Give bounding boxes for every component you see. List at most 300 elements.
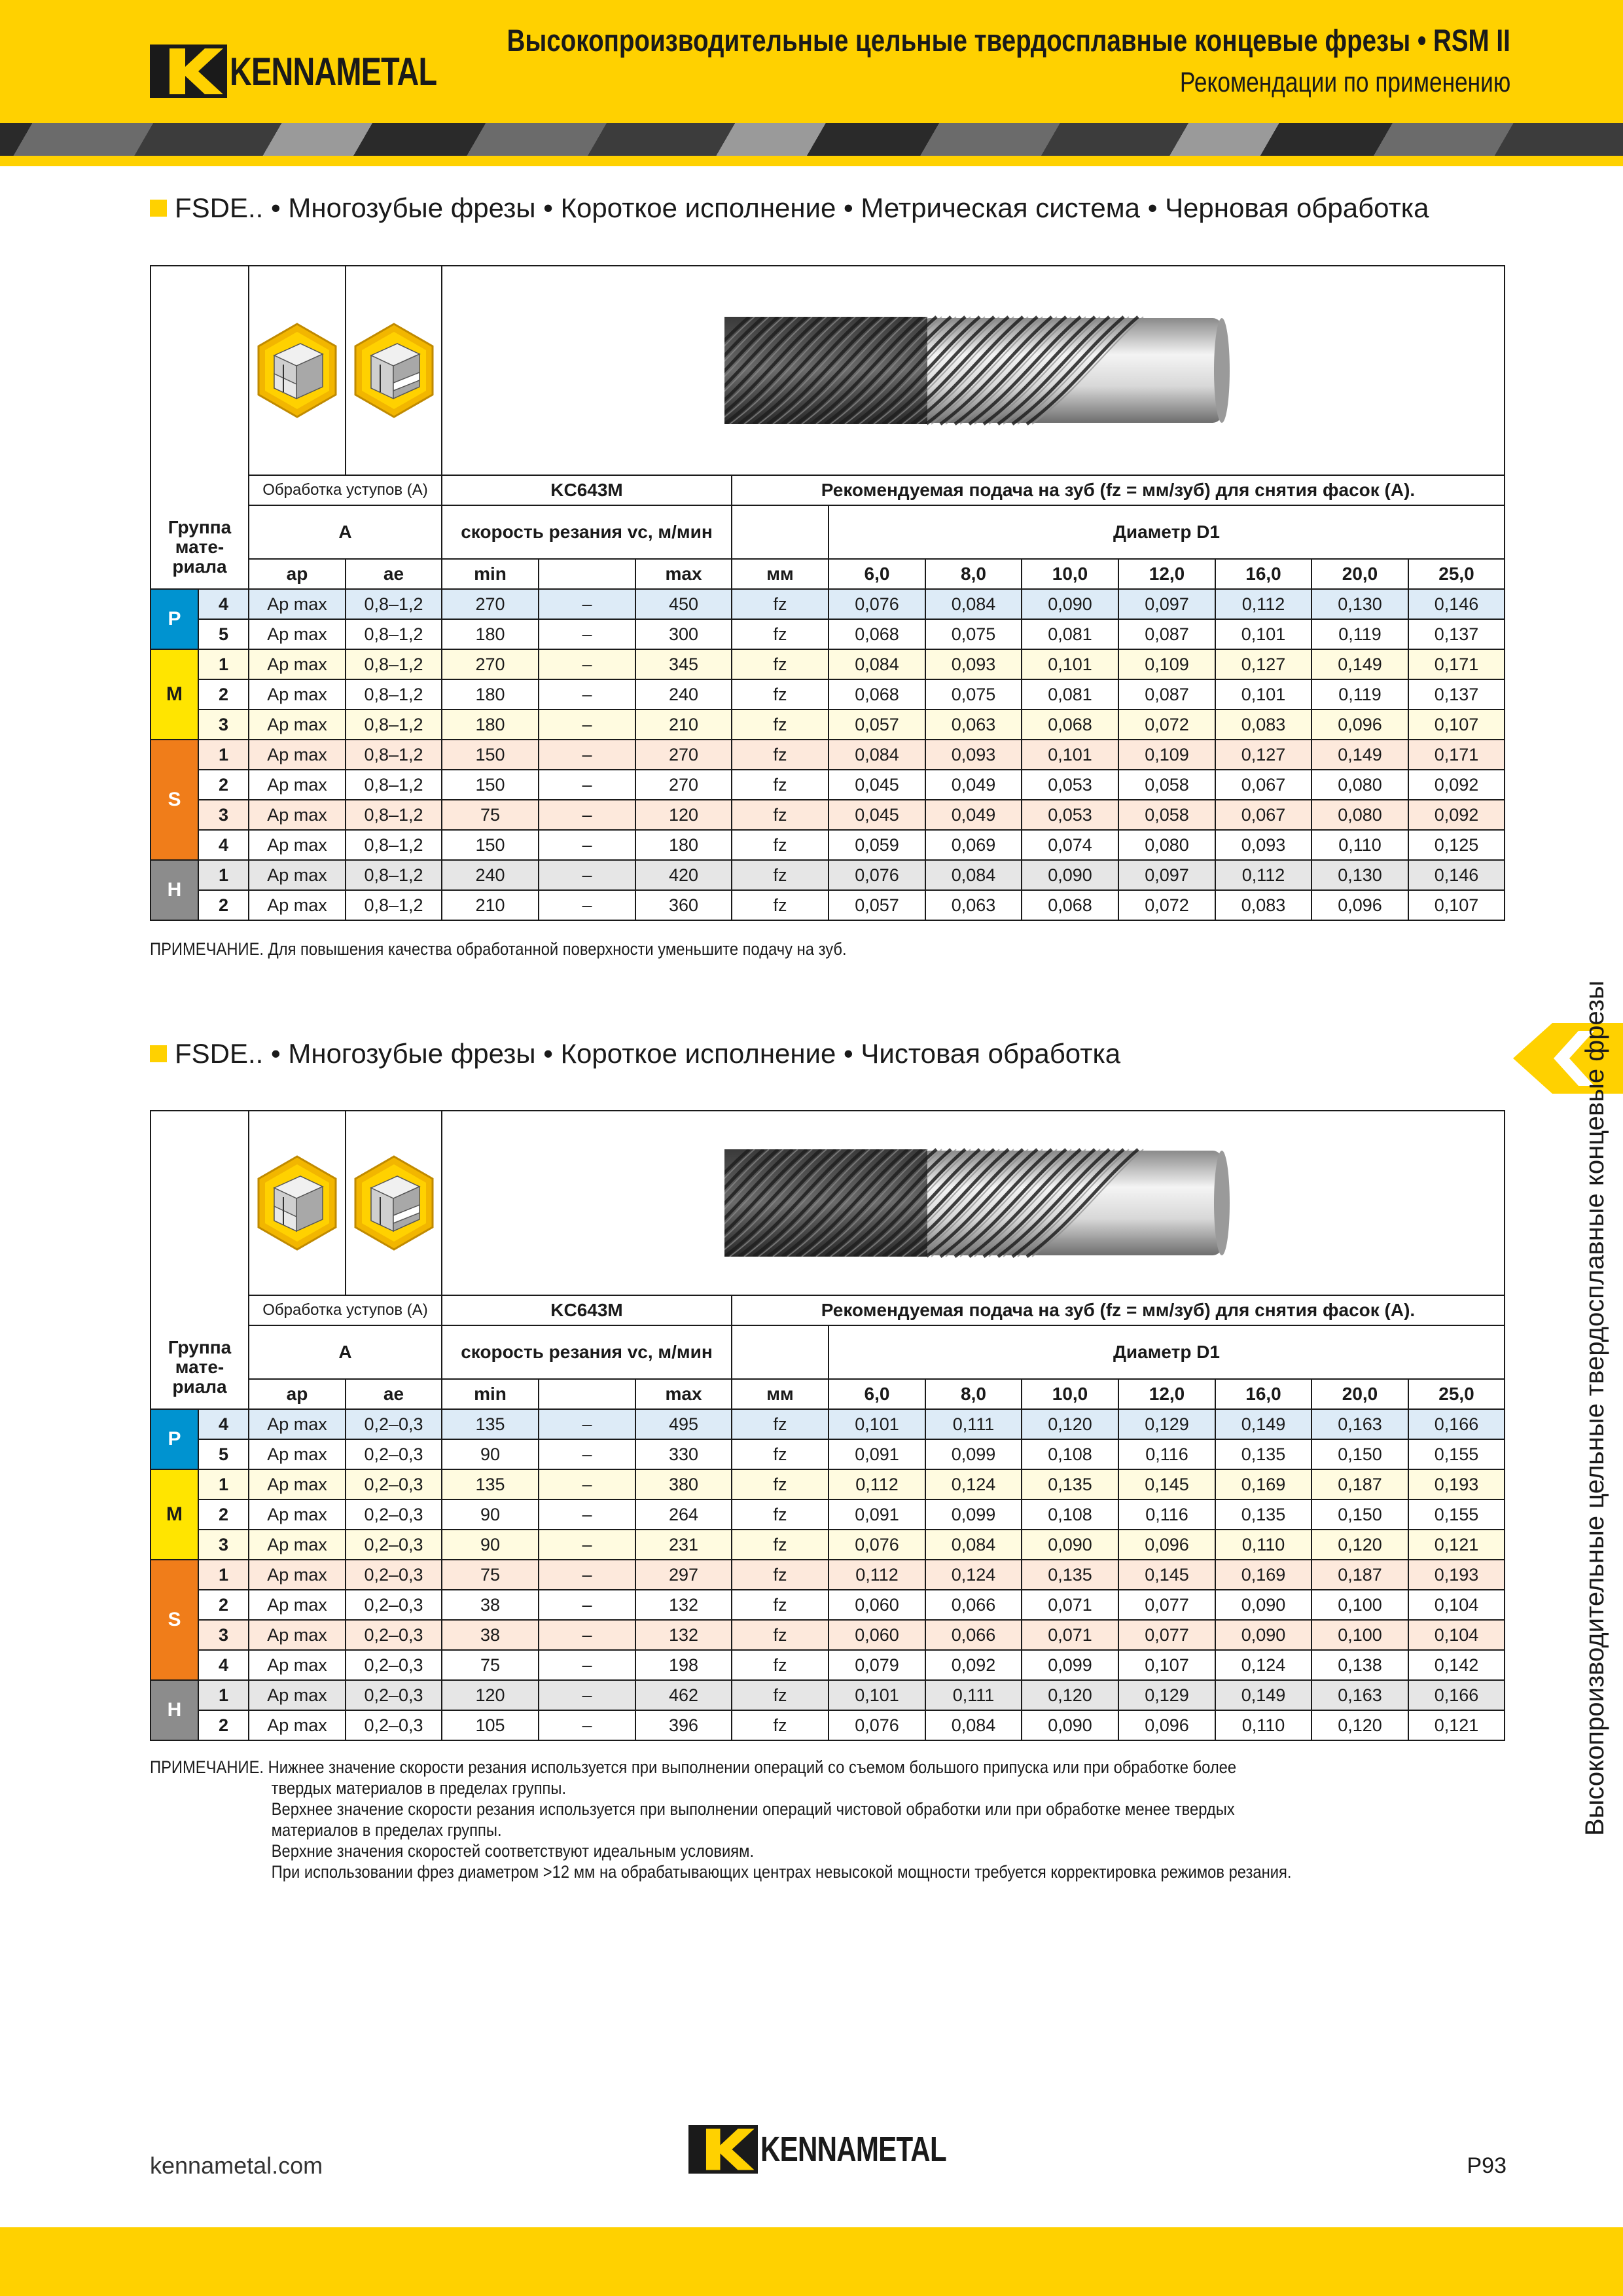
feed-value: 0,109 <box>1118 649 1215 679</box>
feed-value: 0,111 <box>925 1409 1022 1439</box>
range-dash: – <box>539 1499 635 1530</box>
table-row <box>151 1530 1505 1560</box>
col-diameter: 25,0 <box>1408 559 1505 589</box>
feed-value: 0,120 <box>1022 1409 1118 1439</box>
ap-value: Ap max <box>249 1590 346 1620</box>
feed-value: 0,193 <box>1408 1560 1505 1590</box>
fz-label: fz <box>732 649 829 679</box>
vc-min: 150 <box>442 740 539 770</box>
feed-value: 0,084 <box>925 589 1022 619</box>
section2-title-text: FSDE.. • Многозубые фрезы • Короткое исполнение • Чистовая обработка <box>175 1038 1121 1069</box>
ae-value: 0,2–0,3 <box>346 1590 442 1620</box>
ae-value: 0,8–1,2 <box>346 860 442 890</box>
vc-min: 135 <box>442 1469 539 1499</box>
col-max: max <box>635 559 732 589</box>
a-label: A <box>249 505 442 559</box>
fz-label: fz <box>732 1620 829 1650</box>
table-row <box>151 649 1505 679</box>
feed-value: 0,149 <box>1311 740 1408 770</box>
vc-min: 75 <box>442 800 539 830</box>
subgroup-number: 5 <box>198 1439 249 1469</box>
ap-value: Ap max <box>249 709 346 740</box>
feed-value: 0,093 <box>925 649 1022 679</box>
vc-max: 396 <box>635 1710 732 1740</box>
ap-value: Ap max <box>249 1530 346 1560</box>
table-row <box>151 890 1505 920</box>
vc-max: 132 <box>635 1620 732 1650</box>
header-stripe-band <box>0 123 1623 156</box>
table-row <box>151 619 1505 649</box>
col-ap: ap <box>249 559 346 589</box>
ap-value: Ap max <box>249 1650 346 1680</box>
feed-value: 0,066 <box>925 1590 1022 1620</box>
vc-min: 210 <box>442 890 539 920</box>
ap-value: Ap max <box>249 860 346 890</box>
feed-value: 0,129 <box>1118 1409 1215 1439</box>
feed-value: 0,121 <box>1408 1530 1505 1560</box>
col-ae: ae <box>346 559 442 589</box>
feed-value: 0,099 <box>1022 1650 1118 1680</box>
ap-value: Ap max <box>249 740 346 770</box>
range-dash: – <box>539 890 635 920</box>
vc-max: 380 <box>635 1469 732 1499</box>
subgroup-number: 4 <box>198 589 249 619</box>
feed-value: 0,068 <box>1022 890 1118 920</box>
bullet-square-icon <box>150 200 167 217</box>
page-title: Высокопроизводительные цельные твердосплавные концевые фрезы • RSM II <box>507 23 1510 58</box>
feed-value: 0,080 <box>1118 830 1215 860</box>
range-dash: – <box>539 589 635 619</box>
ap-value: Ap max <box>249 619 346 649</box>
feed-value: 0,057 <box>829 890 925 920</box>
feed-value: 0,049 <box>925 800 1022 830</box>
feed-value: 0,155 <box>1408 1499 1505 1530</box>
range-dash: – <box>539 740 635 770</box>
feed-value: 0,091 <box>829 1499 925 1530</box>
subgroup-number: 2 <box>198 1590 249 1620</box>
feed-value: 0,107 <box>1408 709 1505 740</box>
material-group-badge: H <box>151 1680 198 1740</box>
note-line: ПРИМЕЧАНИЕ. Нижнее значение скорости резания используется при выполнении операций со съемом большого припуска или при обработке более <box>150 1757 1237 1777</box>
feed-value: 0,187 <box>1311 1560 1408 1590</box>
ae-value: 0,8–1,2 <box>346 890 442 920</box>
feed-value: 0,090 <box>1215 1620 1311 1650</box>
subgroup-number: 4 <box>198 830 249 860</box>
vc-min: 90 <box>442 1499 539 1530</box>
ae-value: 0,2–0,3 <box>346 1499 442 1530</box>
feed-value: 0,171 <box>1408 649 1505 679</box>
feed-value: 0,068 <box>829 619 925 649</box>
note-line: При использовании фрез диаметром >12 мм на обрабатывающих центрах невысокой мощности требуется корректировка режимов резания. <box>271 1862 1292 1882</box>
subgroup-number: 1 <box>198 740 249 770</box>
feed-value: 0,101 <box>1022 649 1118 679</box>
subgroup-number: 2 <box>198 1499 249 1530</box>
feed-value: 0,142 <box>1408 1650 1505 1680</box>
feed-value: 0,071 <box>1022 1590 1118 1620</box>
vc-max: 297 <box>635 1560 732 1590</box>
feed-value: 0,045 <box>829 800 925 830</box>
page-subtitle: Рекомендации по применению <box>1179 67 1510 98</box>
feed-value: 0,096 <box>1311 709 1408 740</box>
feed-value: 0,053 <box>1022 770 1118 800</box>
column-header-row <box>151 559 1505 589</box>
fz-label: fz <box>732 800 829 830</box>
feed-value: 0,101 <box>1022 740 1118 770</box>
subgroup-number: 3 <box>198 800 249 830</box>
vc-max: 300 <box>635 619 732 649</box>
feed-value: 0,045 <box>829 770 925 800</box>
feed-value: 0,058 <box>1118 770 1215 800</box>
ap-value: Ap max <box>249 890 346 920</box>
shoulder-ops-label: Обработка уступов (A) <box>249 1295 442 1325</box>
subgroup-number: 3 <box>198 709 249 740</box>
section2-table <box>150 1110 1505 1741</box>
range-dash: – <box>539 679 635 709</box>
header-yellow-rule <box>0 156 1623 166</box>
slot-milling-icon <box>351 321 437 420</box>
feed-value: 0,087 <box>1118 619 1215 649</box>
slot-icon-cell <box>346 1111 442 1295</box>
ae-value: 0,8–1,2 <box>346 589 442 619</box>
feed-value: 0,067 <box>1215 770 1311 800</box>
feed-value: 0,077 <box>1118 1620 1215 1650</box>
feed-value: 0,096 <box>1118 1710 1215 1740</box>
feed-value: 0,127 <box>1215 740 1311 770</box>
vc-max: 120 <box>635 800 732 830</box>
subgroup-number: 4 <box>198 1409 249 1439</box>
vc-min: 150 <box>442 830 539 860</box>
vc-max: 345 <box>635 649 732 679</box>
ap-value: Ap max <box>249 679 346 709</box>
fz-label: fz <box>732 1590 829 1620</box>
vc-max: 450 <box>635 589 732 619</box>
feed-value: 0,107 <box>1118 1650 1215 1680</box>
end-mill-tool-image <box>679 312 1268 429</box>
image-row <box>151 266 1505 475</box>
ae-value: 0,8–1,2 <box>346 740 442 770</box>
feed-value: 0,124 <box>925 1560 1022 1590</box>
vc-max: 270 <box>635 740 732 770</box>
feed-value: 0,137 <box>1408 679 1505 709</box>
col-diameter: 16,0 <box>1215 559 1311 589</box>
footer-yellow-bar <box>0 2227 1623 2296</box>
feed-value: 0,149 <box>1311 649 1408 679</box>
feed-value: 0,083 <box>1215 709 1311 740</box>
feed-value: 0,127 <box>1215 649 1311 679</box>
feed-value: 0,060 <box>829 1620 925 1650</box>
ae-value: 0,8–1,2 <box>346 770 442 800</box>
col-diameter: 20,0 <box>1311 1379 1408 1409</box>
table-row <box>151 1560 1505 1590</box>
feed-value: 0,120 <box>1022 1680 1118 1710</box>
feed-value: 0,092 <box>925 1650 1022 1680</box>
material-group-label <box>151 505 249 589</box>
feed-value: 0,075 <box>925 679 1022 709</box>
col-diameter: 6,0 <box>829 559 925 589</box>
feed-value: 0,059 <box>829 830 925 860</box>
feed-value: 0,104 <box>1408 1620 1505 1650</box>
feed-value: 0,104 <box>1408 1590 1505 1620</box>
shoulder-milling-icon <box>255 321 340 420</box>
vc-min: 270 <box>442 589 539 619</box>
range-dash: – <box>539 709 635 740</box>
feed-value: 0,084 <box>925 860 1022 890</box>
range-dash: – <box>539 1560 635 1590</box>
feed-value: 0,135 <box>1022 1469 1118 1499</box>
feed-value: 0,145 <box>1118 1560 1215 1590</box>
feed-value: 0,129 <box>1118 1680 1215 1710</box>
feed-value: 0,163 <box>1311 1680 1408 1710</box>
feed-value: 0,112 <box>1215 860 1311 890</box>
section1-table <box>150 265 1505 921</box>
feed-value: 0,083 <box>1215 890 1311 920</box>
ae-value: 0,8–1,2 <box>346 830 442 860</box>
feed-value: 0,100 <box>1311 1620 1408 1650</box>
vc-max: 231 <box>635 1530 732 1560</box>
brand-wordmark: KENNAMETAL <box>230 49 437 94</box>
col-diameter: 8,0 <box>925 559 1022 589</box>
kennametal-k-icon <box>150 45 227 98</box>
ap-value: Ap max <box>249 1499 346 1530</box>
fz-label: fz <box>732 619 829 649</box>
kennametal-k-icon <box>688 2125 758 2174</box>
col-diameter: 25,0 <box>1408 1379 1505 1409</box>
fz-label: fz <box>732 1560 829 1590</box>
feed-value: 0,075 <box>925 619 1022 649</box>
vc-min: 75 <box>442 1650 539 1680</box>
feed-value: 0,099 <box>925 1439 1022 1469</box>
shoulder-icon-cell <box>249 1111 346 1295</box>
feed-value: 0,084 <box>829 740 925 770</box>
fz-label: fz <box>732 1530 829 1560</box>
feed-value: 0,101 <box>1215 619 1311 649</box>
ap-value: Ap max <box>249 800 346 830</box>
ae-value: 0,2–0,3 <box>346 1620 442 1650</box>
range-dash: – <box>539 1650 635 1680</box>
subgroup-number: 1 <box>198 860 249 890</box>
range-dash: – <box>539 1469 635 1499</box>
subgroup-number: 2 <box>198 679 249 709</box>
feed-value: 0,090 <box>1022 1530 1118 1560</box>
speed-label: скорость резания vc, м/мин <box>442 1325 732 1379</box>
label-row <box>151 1295 1505 1325</box>
vc-min: 180 <box>442 619 539 649</box>
feed-value: 0,110 <box>1215 1710 1311 1740</box>
fz-label: fz <box>732 1680 829 1710</box>
col-dash <box>539 559 635 589</box>
feed-value: 0,112 <box>1215 589 1311 619</box>
vc-min: 90 <box>442 1530 539 1560</box>
feed-value: 0,155 <box>1408 1439 1505 1469</box>
feed-value: 0,119 <box>1311 619 1408 649</box>
feed-value: 0,120 <box>1311 1710 1408 1740</box>
feed-value: 0,084 <box>925 1710 1022 1740</box>
bullet-square-icon <box>150 1045 167 1062</box>
feed-value: 0,135 <box>1022 1560 1118 1590</box>
material-group-badge: H <box>151 860 198 920</box>
ae-value: 0,8–1,2 <box>346 619 442 649</box>
feed-value: 0,149 <box>1215 1409 1311 1439</box>
ae-value: 0,2–0,3 <box>346 1439 442 1469</box>
feed-value: 0,135 <box>1215 1439 1311 1469</box>
range-dash: – <box>539 1620 635 1650</box>
feed-value: 0,093 <box>925 740 1022 770</box>
range-dash: – <box>539 1439 635 1469</box>
feed-value: 0,076 <box>829 1530 925 1560</box>
col-diameter: 10,0 <box>1022 1379 1118 1409</box>
ap-value: Ap max <box>249 1469 346 1499</box>
vc-min: 240 <box>442 860 539 890</box>
grade-label: KC643M <box>442 1295 732 1325</box>
diameter-label: Диаметр D1 <box>829 1325 1505 1379</box>
ae-value: 0,8–1,2 <box>346 679 442 709</box>
feed-value: 0,069 <box>925 830 1022 860</box>
subgroup-number: 3 <box>198 1530 249 1560</box>
material-group-label-text: Группа мате-риала <box>168 1336 232 1397</box>
section2-title <box>150 1038 1120 1069</box>
ap-value: Ap max <box>249 770 346 800</box>
feed-value: 0,111 <box>925 1680 1022 1710</box>
table-row <box>151 740 1505 770</box>
feed-value: 0,091 <box>829 1439 925 1469</box>
note-line: ПРИМЕЧАНИЕ. Для повышения качества обработанной поверхности уменьшите подачу на зуб. <box>150 939 847 959</box>
col-diameter: 8,0 <box>925 1379 1022 1409</box>
ae-value: 0,8–1,2 <box>346 800 442 830</box>
vc-min: 75 <box>442 1560 539 1590</box>
feed-value: 0,101 <box>829 1680 925 1710</box>
section1-note <box>150 939 847 960</box>
col-diameter: 16,0 <box>1215 1379 1311 1409</box>
fz-label: fz <box>732 740 829 770</box>
subgroup-number: 1 <box>198 1560 249 1590</box>
slot-icon-cell <box>346 266 442 475</box>
material-group-label-text: Группа мате-риала <box>168 516 232 577</box>
feed-value: 0,112 <box>829 1469 925 1499</box>
vc-max: 330 <box>635 1439 732 1469</box>
range-dash: – <box>539 1680 635 1710</box>
ae-value: 0,2–0,3 <box>346 1530 442 1560</box>
ae-value: 0,2–0,3 <box>346 1710 442 1740</box>
feed-value: 0,163 <box>1311 1409 1408 1439</box>
feed-value: 0,066 <box>925 1620 1022 1650</box>
subgroup-number: 1 <box>198 1680 249 1710</box>
feed-value: 0,077 <box>1118 1590 1215 1620</box>
note-line: материалов в пределах группы. <box>271 1820 502 1840</box>
material-group-badge: M <box>151 1469 198 1560</box>
footer-brand-wordmark: KENNAMETAL <box>760 2130 946 2169</box>
feed-value: 0,124 <box>925 1469 1022 1499</box>
vc-max: 198 <box>635 1650 732 1680</box>
col-mm: мм <box>732 559 829 589</box>
vc-min: 180 <box>442 679 539 709</box>
feed-value: 0,138 <box>1311 1650 1408 1680</box>
section2-data-rows <box>151 1409 1505 1740</box>
vc-min: 90 <box>442 1439 539 1469</box>
feed-value: 0,171 <box>1408 740 1505 770</box>
section1-data-rows <box>151 589 1505 920</box>
feed-value: 0,096 <box>1311 890 1408 920</box>
feed-value: 0,092 <box>1408 800 1505 830</box>
page-number: P93 <box>1467 2153 1507 2178</box>
feed-value: 0,169 <box>1215 1560 1311 1590</box>
vc-max: 270 <box>635 770 732 800</box>
footer-brand-logo <box>688 2125 999 2174</box>
blank-corner-cell <box>151 266 249 505</box>
fz-label: fz <box>732 830 829 860</box>
fz-label: fz <box>732 1409 829 1439</box>
subgroup-number: 4 <box>198 1650 249 1680</box>
speed-label: скорость резания vc, м/мин <box>442 505 732 559</box>
feed-value: 0,087 <box>1118 679 1215 709</box>
feed-value: 0,166 <box>1408 1409 1505 1439</box>
note-line: твердых материалов в пределах группы. <box>271 1778 567 1798</box>
table-row <box>151 1710 1505 1740</box>
feed-value: 0,053 <box>1022 800 1118 830</box>
subheader-row <box>151 505 1505 559</box>
col-mm: мм <box>732 1379 829 1409</box>
feed-value: 0,096 <box>1118 1530 1215 1560</box>
feed-value: 0,074 <box>1022 830 1118 860</box>
end-mill-tool-image <box>679 1144 1268 1262</box>
image-row <box>151 1111 1505 1295</box>
fz-label: fz <box>732 860 829 890</box>
feed-value: 0,137 <box>1408 619 1505 649</box>
shoulder-icon-cell <box>249 266 346 475</box>
subgroup-number: 2 <box>198 770 249 800</box>
feed-value: 0,090 <box>1022 1710 1118 1740</box>
ap-value: Ap max <box>249 589 346 619</box>
slot-milling-icon <box>351 1154 437 1252</box>
page-header <box>0 0 1623 123</box>
feed-value: 0,058 <box>1118 800 1215 830</box>
table-row <box>151 1650 1505 1680</box>
range-dash: – <box>539 1530 635 1560</box>
ae-value: 0,8–1,2 <box>346 709 442 740</box>
feed-value: 0,116 <box>1118 1499 1215 1530</box>
table-row <box>151 1620 1505 1650</box>
feed-value: 0,110 <box>1311 830 1408 860</box>
fz-label: fz <box>732 1650 829 1680</box>
feed-value: 0,063 <box>925 709 1022 740</box>
col-dash <box>539 1379 635 1409</box>
vc-min: 150 <box>442 770 539 800</box>
ae-value: 0,2–0,3 <box>346 1469 442 1499</box>
col-diameter: 10,0 <box>1022 559 1118 589</box>
fz-label: fz <box>732 1499 829 1530</box>
feed-value: 0,119 <box>1311 679 1408 709</box>
range-dash: – <box>539 1590 635 1620</box>
range-dash: – <box>539 770 635 800</box>
feed-value: 0,093 <box>1215 830 1311 860</box>
material-group-badge: S <box>151 1560 198 1680</box>
table-row <box>151 1680 1505 1710</box>
footer-url-link[interactable]: kennametal.com <box>150 2152 323 2179</box>
feed-label: Рекомендуемая подача на зуб (fz = мм/зуб) для снятия фасок (A). <box>732 1295 1505 1325</box>
ap-value: Ap max <box>249 830 346 860</box>
table-row <box>151 860 1505 890</box>
col-diameter: 12,0 <box>1118 559 1215 589</box>
table-row <box>151 1469 1505 1499</box>
vc-min: 105 <box>442 1710 539 1740</box>
feed-value: 0,099 <box>925 1499 1022 1530</box>
feed-value: 0,076 <box>829 1710 925 1740</box>
chapter-side-label: Высокопроизводительные цельные твердосплавные концевые фрезы <box>1580 980 1609 1836</box>
material-group-label <box>151 1325 249 1409</box>
vc-min: 38 <box>442 1590 539 1620</box>
fz-label: fz <box>732 1439 829 1469</box>
brand-logo <box>150 45 495 98</box>
subgroup-number: 3 <box>198 1620 249 1650</box>
